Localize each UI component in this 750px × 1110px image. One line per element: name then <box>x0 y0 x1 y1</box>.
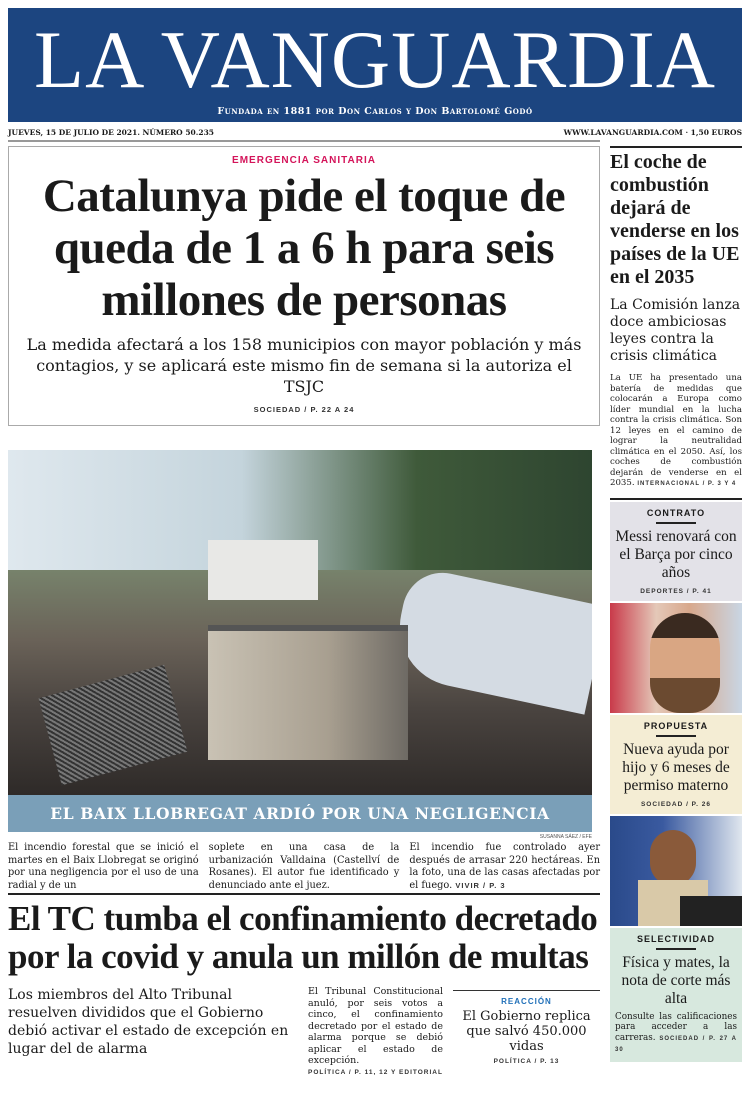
lead-ref: SOCIEDAD / P. 22 A 24 <box>253 405 355 414</box>
selectividad-headline[interactable]: Física y mates, la nota de corte más alta <box>621 953 731 1007</box>
photo-text-3-body: El incendio fue controlado ayer después de arrasar 220 hectáreas. En la foto, una de las casas afectadas por el fuego. <box>409 842 601 891</box>
climate-headline[interactable]: El coche de combustión dejará de venderse en los países de la UE en el 2035 <box>610 146 742 289</box>
tc-body <box>308 986 443 1078</box>
photo-text <box>8 842 600 892</box>
site-price: WWW.LAVANGUARDIA.COM · 1,50 EUROS <box>563 128 742 137</box>
tc-headline[interactable]: El TC tumba el confinamiento decretado por la covid y anula un millón de multas <box>8 899 598 976</box>
tc-dek: Los miembros del Alto Tribunal resuelven divididos que el Gobierno debió activar el estado de excepción en lugar del de alarma <box>8 987 289 1057</box>
tc-ref: POLÍTICA / P. 11, 12 Y EDITORIAL <box>308 1068 443 1076</box>
messi-photo <box>610 603 742 713</box>
messi-headline[interactable]: Messi renovará con el Barça por cinco años <box>615 527 737 581</box>
masthead-tagline: Fundada en 1881 por Don Carlos y Don Bartolomé Godó <box>217 106 533 117</box>
masthead <box>8 8 742 122</box>
reaction-box[interactable] <box>453 990 600 1065</box>
reaction-kicker: REACCIÓN <box>501 997 552 1006</box>
divider <box>8 140 600 142</box>
photo-caption: EL BAIX LLOBREGAT ARDIÓ POR UNA NEGLIGENCIA <box>8 795 592 832</box>
messi-kicker: CONTRATO <box>646 507 706 518</box>
climate-story[interactable] <box>610 146 742 490</box>
lead-story[interactable] <box>8 146 600 426</box>
photo-text-3 <box>409 842 600 892</box>
newspaper-title: LA VANGUARDIA <box>34 14 716 105</box>
lead-headline[interactable]: Catalunya pide el toque de queda de 1 a 6 h para seis millones de personas <box>42 170 566 326</box>
website[interactable]: WWW.LAVANGUARDIA.COM <box>563 128 683 137</box>
lead-dek: La medida afectará a los 158 municipios con mayor población y más contagios, y se aplicará este mismo fin de semana si la autoriza el TSJC <box>26 335 582 396</box>
sidebar-messi[interactable] <box>610 502 742 601</box>
propuesta-headline[interactable]: Nueva ayuda por hijo y 6 meses de permiso materno <box>622 740 730 794</box>
climate-body <box>610 373 742 490</box>
reaction-ref: POLÍTICA / P. 13 <box>493 1058 560 1065</box>
sidebar-propuesta[interactable] <box>610 715 742 814</box>
photo-text-2: soplete en una casa de la urbanización Valldaina (Castellví de Rosanes). El autor fue identificado y denunciado ante el juez. <box>208 842 400 891</box>
tc-story[interactable] <box>8 893 600 1078</box>
lead-kicker: EMERGENCIA SANITARIA <box>232 155 376 166</box>
tc-body-text: El Tribunal Constitucional anuló, por seis votos a cinco, el confinamiento decretado por el estado de alarma porque se debió aplicar el estado de excepción. <box>308 986 443 1066</box>
reaction-headline[interactable]: El Gobierno replica que salvó 450.000 vidas <box>462 1009 591 1054</box>
messi-ref: DEPORTES / P. 41 <box>640 587 712 595</box>
selectividad-kicker: SELECTIVIDAD <box>636 933 715 944</box>
selectividad-ref: SOCIEDAD / P. 27 A 30 <box>615 1035 738 1053</box>
photo-ref: VIVIR / P. 3 <box>455 880 506 890</box>
climate-ref: INTERNACIONAL / P. 3 Y 4 <box>637 481 737 487</box>
price: 1,50 EUROS <box>690 128 742 137</box>
minister-photo <box>610 816 742 926</box>
propuesta-kicker: PROPUESTA <box>643 720 709 731</box>
photo-credit: SUSANNA SÁEZ / EFE <box>539 834 592 840</box>
date-issue: JUEVES, 15 DE JULIO DE 2021. NÚMERO 50.235 <box>8 128 215 137</box>
divider <box>610 498 742 500</box>
right-column <box>610 146 742 1062</box>
climate-body-text: La UE ha presentado una batería de medidas que colocarán a Europa como líder mundial en la lucha contra la crisis climática. Son 12 leyes en el camino de lograr la neutralidad climática en el 2050. Así, los coches de combustión dejarán de venderse en el 2035. <box>610 373 742 488</box>
selectividad-body <box>615 1012 737 1056</box>
photo-text-1: El incendio forestal que se inició el martes en el Baix Llobregat se originó por una negligencia por el uso de una radial y de un <box>8 842 199 891</box>
selectividad-body-text: Consulte las calificaciones para acceder a las carreras. <box>615 1011 737 1043</box>
sidebar-selectividad[interactable] <box>610 928 742 1062</box>
propuesta-ref: SOCIEDAD / P. 26 <box>640 800 712 808</box>
fire-photo <box>8 450 592 795</box>
climate-dek: La Comisión lanza doce ambiciosas leyes contra la crisis climática <box>610 297 741 364</box>
